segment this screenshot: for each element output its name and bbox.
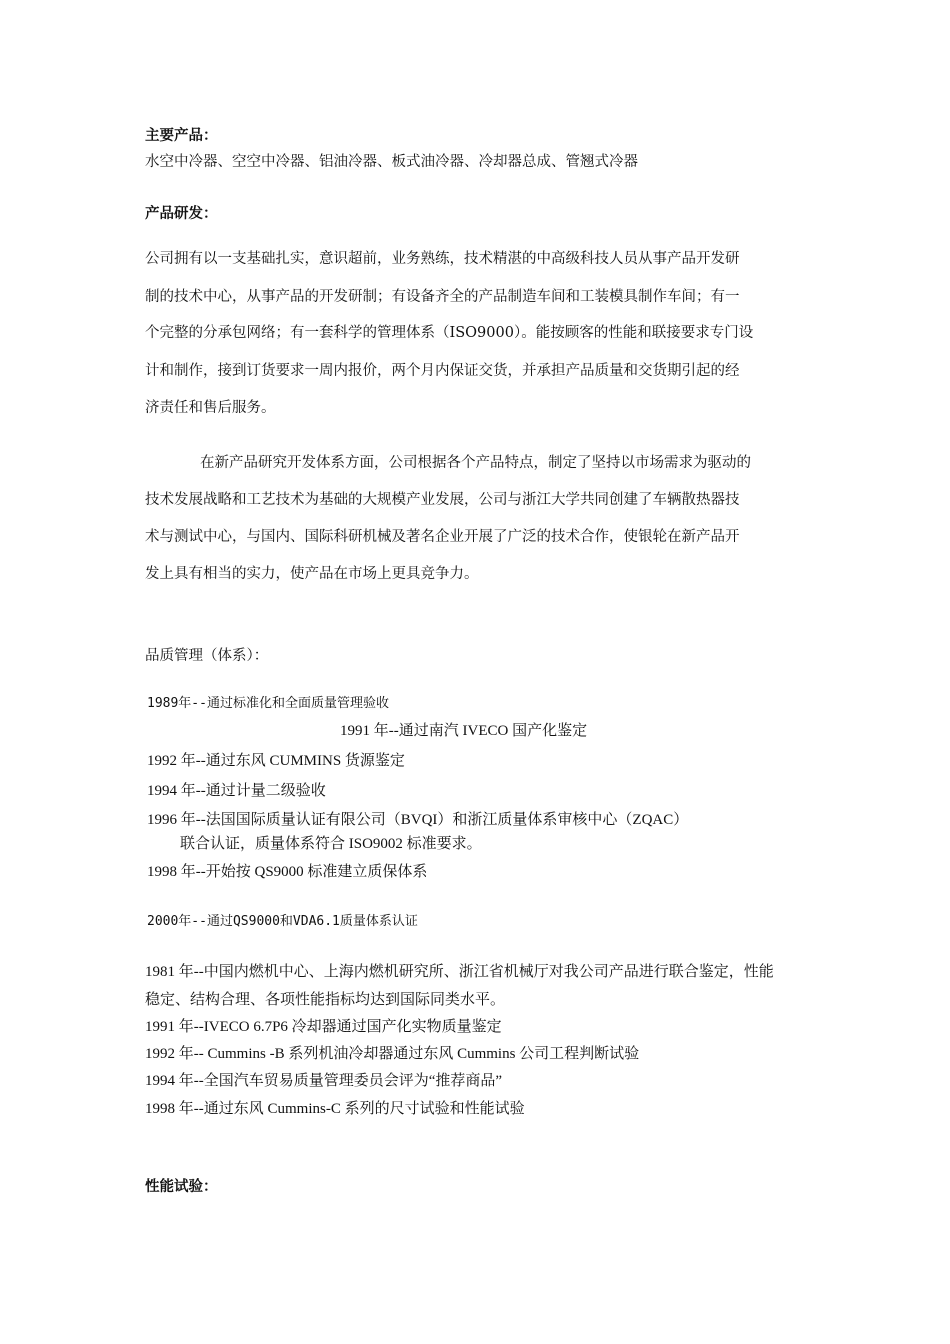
quality-entry: 1992 年--通过东风 CUMMINS 货源鉴定: [147, 753, 405, 769]
rd-p2-line: 发上具有相当的实力，使产品在市场上更具竞争力。: [145, 566, 479, 582]
rd-p1-line: 计和制作，接到订货要求一周内报价，两个月内保证交货，并承担产品质量和交货期引起的经: [145, 363, 740, 379]
rd-p2-line: 技术发展战略和工艺技术为基础的大规模产业发展，公司与浙江大学共同创建了车辆散热器技: [145, 492, 740, 508]
quality-entry: 1991 年--通过南汽 IVECO 国产化鉴定: [340, 723, 588, 739]
rd-p2-line: 术与测试中心，与国内、国际科研机械及著名企业开展了广泛的技术合作，使银轮在新产品开: [145, 529, 740, 545]
quality-entry: 1989年--通过标准化和全面质量管理验收: [147, 696, 389, 711]
history-entry: 稳定、结构合理、各项性能指标均达到国际同类水平。: [145, 992, 506, 1008]
history-entry: 1994 年--全国汽车贸易质量管理委员会评为“推荐商品”: [145, 1073, 503, 1089]
quality-entry: 联合认证，质量体系符合 ISO9002 标准要求。: [180, 836, 482, 852]
history-entry: 1992 年-- Cummins -B 系列机油冷却器通过东风 Cummins 公司工程判断试验: [145, 1046, 640, 1062]
rd-heading: 产品研发：: [145, 205, 218, 222]
performance-heading: 性能试验：: [145, 1178, 218, 1195]
quality-heading: 品质管理（体系）：: [145, 648, 269, 664]
rd-p1-line: 个完整的分承包网络；有一套科学的管理体系（ISO9000）。能按顾客的性能和联接要求专门设: [145, 325, 754, 341]
history-entry: 1991 年--IVECO 6.7P6 冷却器通过国产化实物质量鉴定: [145, 1019, 502, 1035]
history-entry: 1981 年--中国内燃机中心、上海内燃机研究所、浙江省机械厅对我公司产品进行联合鉴定，性能: [145, 964, 774, 980]
quality-entry: 1998 年--开始按 QS9000 标准建立质保体系: [147, 864, 428, 880]
quality-entry: 1996 年--法国国际质量认证有限公司（BVQI）和浙江质量体系审核中心（ZQAC）: [147, 812, 689, 828]
main-products-heading: 主要产品：: [145, 127, 218, 144]
quality-entry: 2000年--通过QS9000和VDA6.1质量体系认证: [147, 914, 418, 929]
rd-p1-line: 制的技术中心，从事产品的开发研制；有设备齐全的产品制造车间和工装模具制作车间；有一: [145, 289, 740, 305]
rd-p1-line: 济责任和售后服务。: [145, 400, 276, 416]
rd-p2-line: 在新产品研究开发体系方面，公司根据各个产品特点，制定了坚持以市场需求为驱动的: [200, 455, 751, 471]
quality-entry: 1994 年--通过计量二级验收: [147, 783, 326, 799]
rd-p1-line: 公司拥有以一支基础扎实，意识超前，业务熟练，技术精湛的中高级科技人员从事产品开发研: [145, 251, 740, 267]
history-entry: 1998 年--通过东风 Cummins-C 系列的尺寸试验和性能试验: [145, 1101, 525, 1117]
main-products-list: 水空中冷器、空空中冷器、铝油冷器、板式油冷器、冷却器总成、管翘式冷器: [145, 154, 638, 170]
